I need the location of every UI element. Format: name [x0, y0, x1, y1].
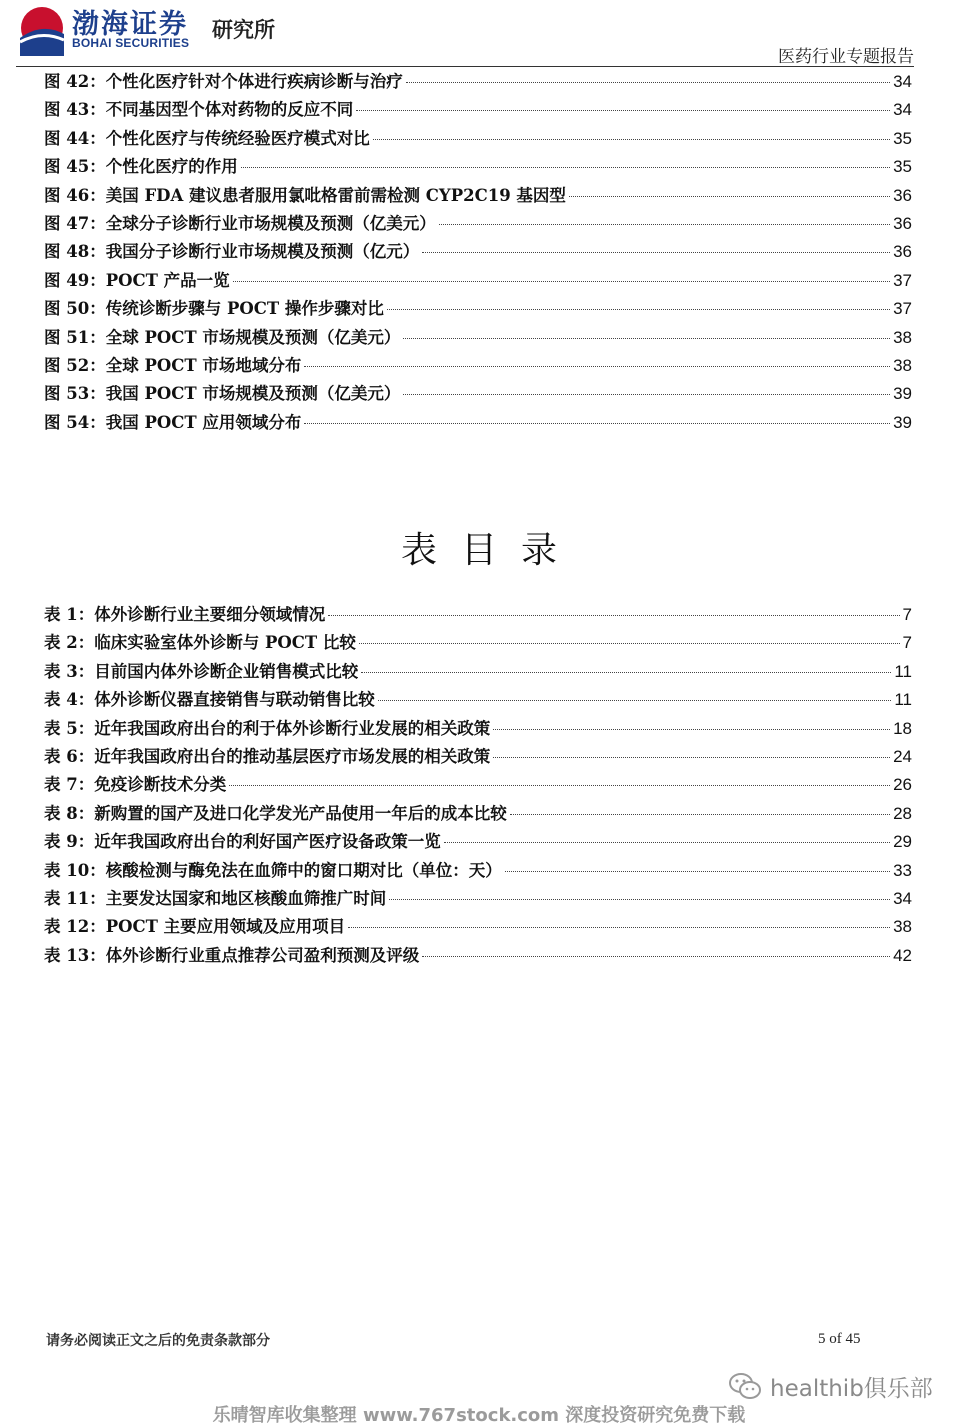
tables-toc-heading: 表目录	[400, 530, 581, 571]
dot-leader	[406, 82, 890, 83]
figure-toc-entry-label: 图 49：	[44, 270, 106, 290]
table-toc-entry[interactable]	[44, 913, 912, 941]
table-toc-entry-page: 7	[902, 605, 912, 624]
institute-name: 研究所	[212, 18, 275, 42]
figure-toc-entry[interactable]	[44, 238, 912, 266]
figure-toc-entry-page: 39	[893, 412, 912, 432]
figure-toc-entry-page: 35	[893, 157, 912, 177]
figure-toc-entry-title: POCT 产品一览	[105, 270, 230, 290]
table-toc-entry-title: 近年我国政府出台的推动基层医疗市场发展的相关政策	[94, 746, 491, 766]
table-toc-entry-page: 26	[893, 775, 912, 795]
dot-leader	[389, 899, 890, 900]
table-toc-entry-label: 表 4：	[44, 690, 95, 710]
figure-toc-entry[interactable]	[44, 96, 912, 124]
figure-toc-entry-label: 图 47：	[44, 213, 106, 233]
dot-leader	[387, 309, 890, 310]
dot-leader	[510, 814, 890, 815]
table-toc-entry[interactable]	[44, 800, 912, 828]
figure-toc-entry-page: 34	[893, 72, 912, 91]
figure-toc-entry-title: 我国 POCT 应用领域分布	[105, 412, 302, 432]
page-number: 5 of 45	[818, 1331, 861, 1347]
figure-toc-entry-label: 图 42：	[44, 72, 106, 91]
dot-leader	[569, 196, 890, 197]
dot-leader	[304, 366, 890, 367]
figure-toc-entry-title: 不同基因型个体对药物的反应不同	[105, 100, 354, 120]
table-toc-entry[interactable]	[44, 743, 912, 771]
table-toc-entry[interactable]	[44, 771, 912, 799]
figure-toc-entry-title: 我国分子诊断行业市场规模及预测（亿元）	[105, 242, 420, 262]
dot-leader	[328, 615, 899, 616]
figure-toc-entry-title: 传统诊断步骤与 POCT 操作步骤对比	[105, 299, 384, 319]
figure-toc-entry-label: 图 51：	[44, 327, 106, 347]
table-toc-entry-label: 表 2：	[44, 633, 95, 653]
figure-toc-entry-page: 36	[893, 185, 912, 205]
table-toc-entry-label: 表 6：	[44, 746, 95, 766]
dot-leader	[403, 394, 890, 395]
dot-leader	[348, 927, 890, 928]
footer-disclaimer: 请务必阅读正文之后的免责条款部分	[46, 1333, 270, 1349]
header-divider	[16, 66, 914, 67]
figure-toc-entry-page: 36	[893, 242, 912, 262]
figure-toc-list	[44, 68, 912, 437]
table-toc-entry-label: 表 11：	[44, 888, 106, 908]
figure-toc-entry-label: 图 45：	[44, 157, 106, 177]
figure-toc-entry-title: 美国 FDA 建议患者服用氯吡格雷前需检测 CYP2C19 基因型	[105, 185, 566, 205]
figure-toc-entry-page: 36	[893, 213, 912, 233]
dot-leader	[403, 338, 890, 339]
figure-toc-entry-label: 图 53：	[44, 384, 106, 404]
wechat-watermark	[728, 1369, 933, 1403]
figure-toc-entry-page: 34	[893, 100, 912, 120]
figure-toc-entry-label: 图 52：	[44, 355, 106, 375]
figure-toc-entry-page: 39	[893, 384, 912, 404]
dot-leader	[359, 643, 900, 644]
figure-toc-entry-title: 个性化医疗与传统经验医疗模式对比	[105, 128, 370, 148]
figure-toc-entry-label: 图 46：	[44, 185, 106, 205]
table-toc-entry[interactable]	[44, 942, 912, 970]
table-toc-entry-title: 体外诊断行业主要细分领域情况	[94, 605, 326, 624]
dot-leader	[493, 729, 890, 730]
figure-toc-entry[interactable]	[44, 125, 912, 153]
logo-chinese-name: 渤海证券	[72, 9, 188, 40]
figure-toc-entry-title: 全球 POCT 市场规模及预测（亿美元）	[105, 327, 401, 347]
figure-toc-entry-title: 个性化医疗针对个体进行疾病诊断与治疗	[105, 72, 403, 91]
figure-toc-entry[interactable]	[44, 267, 912, 295]
dot-leader	[444, 842, 890, 843]
dot-leader	[304, 423, 890, 424]
table-toc-entry-title: 免疫诊断技术分类	[94, 775, 227, 795]
table-toc-entry[interactable]	[44, 828, 912, 856]
table-toc-entry-label: 表 9：	[44, 832, 95, 852]
table-toc-entry-title: 近年我国政府出台的利于体外诊断行业发展的相关政策	[94, 718, 491, 738]
figure-toc-entry[interactable]	[44, 68, 912, 96]
table-toc-entry-page: 7	[902, 633, 912, 653]
figure-toc-entry-title: 全球分子诊断行业市场规模及预测（亿美元）	[105, 213, 436, 233]
figure-toc-entry-page: 35	[893, 128, 912, 148]
dot-leader	[422, 252, 890, 253]
figure-toc-entry-label: 图 43：	[44, 100, 106, 120]
table-toc-entry-title: 核酸检测与酶免法在血筛中的窗口期对比（单位：天）	[105, 860, 502, 880]
table-toc-entry-label: 表 13：	[44, 945, 106, 965]
dot-leader	[505, 871, 890, 872]
table-toc-entry-label: 表 12：	[44, 917, 106, 937]
table-toc-entry[interactable]	[44, 715, 912, 743]
table-toc-entry-label: 表 1：	[44, 605, 95, 624]
table-toc-entry-title: 近年我国政府出台的利好国产医疗设备政策一览	[94, 832, 441, 852]
table-toc-entry-page: 42	[893, 945, 912, 965]
figure-toc-entry-title: 我国 POCT 市场规模及预测（亿美元）	[105, 384, 401, 404]
dot-leader	[373, 139, 890, 140]
figure-toc-entry-title: 全球 POCT 市场地域分布	[105, 355, 302, 375]
download-site-banner: 乐晴智库收集整理 www.767stock.com 深度投资研究免费下载	[212, 1405, 746, 1426]
figure-toc-entry-label: 图 50：	[44, 299, 106, 319]
dot-leader	[356, 110, 890, 111]
figure-toc-entry-title: 个性化医疗的作用	[105, 157, 238, 177]
dot-leader	[439, 224, 890, 225]
table-toc-entry-label: 表 10：	[44, 860, 106, 880]
dot-leader	[361, 672, 891, 673]
table-toc-entry-page: 38	[893, 917, 912, 937]
table-toc-entry-page: 24	[893, 746, 912, 766]
table-toc-entry-page: 34	[893, 888, 912, 908]
table-toc-list	[44, 601, 912, 970]
table-toc-entry-title: 体外诊断仪器直接销售与联动销售比较	[94, 690, 375, 710]
table-toc-entry-page: 33	[893, 860, 912, 880]
table-toc-entry-label: 表 3：	[44, 661, 95, 681]
figure-toc-entry-page: 38	[893, 327, 912, 347]
table-toc-entry-label: 表 5：	[44, 718, 95, 738]
figure-toc-entry[interactable]	[44, 210, 912, 238]
figure-toc-entry-label: 图 44：	[44, 128, 106, 148]
figure-toc-entry[interactable]	[44, 153, 912, 181]
table-toc-entry-title: 新购置的国产及进口化学发光产品使用一年后的成本比较	[94, 803, 507, 823]
figure-toc-entry-label: 图 48：	[44, 242, 106, 262]
dot-leader	[241, 167, 890, 168]
table-toc-entry[interactable]	[44, 601, 912, 629]
table-toc-entry-label: 表 7：	[44, 775, 95, 795]
dot-leader	[378, 700, 892, 701]
figure-toc-entry-page: 38	[893, 355, 912, 375]
figure-toc-entry-page: 37	[893, 299, 912, 319]
table-toc-entry[interactable]	[44, 885, 912, 913]
table-toc-entry-page: 28	[893, 803, 912, 823]
dot-leader	[233, 281, 890, 282]
dot-leader	[422, 956, 890, 957]
table-toc-entry[interactable]	[44, 857, 912, 885]
table-toc-entry-page: 11	[894, 690, 912, 710]
table-toc-entry-page: 11	[894, 661, 912, 681]
table-toc-entry-title: 临床实验室体外诊断与 POCT 比较	[94, 633, 356, 653]
figure-toc-entry[interactable]	[44, 324, 912, 352]
figure-toc-entry[interactable]	[44, 182, 912, 210]
table-toc-entry-title: POCT 主要应用领域及应用项目	[105, 917, 346, 937]
table-toc-entry[interactable]	[44, 686, 912, 714]
report-type: 医药行业专题报告	[778, 47, 914, 67]
table-toc-entry[interactable]	[44, 658, 912, 686]
dot-leader	[493, 757, 890, 758]
figure-toc-entry[interactable]	[44, 352, 912, 380]
table-toc-entry[interactable]	[44, 629, 912, 657]
table-toc-entry-label: 表 8：	[44, 803, 95, 823]
table-toc-entry-title: 体外诊断行业重点推荐公司盈利预测及评级	[105, 945, 420, 965]
table-toc-entry-page: 29	[893, 832, 912, 852]
figure-toc-entry-page: 37	[893, 270, 912, 290]
figure-toc-entry-label: 图 54：	[44, 412, 106, 432]
bohai-securities-logo-icon	[18, 4, 66, 58]
figure-toc-entry[interactable]	[44, 380, 912, 408]
figure-toc-entry[interactable]	[44, 295, 912, 323]
table-toc-entry-title: 主要发达国家和地区核酸血筛推广时间	[105, 888, 387, 908]
figure-toc-entry[interactable]	[44, 409, 912, 437]
wechat-icon	[728, 1371, 762, 1401]
table-toc-entry-page: 18	[893, 718, 912, 738]
table-toc-entry-title: 目前国内体外诊断企业销售模式比较	[94, 661, 359, 681]
dot-leader	[229, 785, 890, 786]
logo-english-name: BOHAI SECURITIES	[72, 36, 190, 50]
page-header	[0, 0, 958, 70]
wechat-account-name: healthib俱乐部	[770, 1375, 933, 1402]
